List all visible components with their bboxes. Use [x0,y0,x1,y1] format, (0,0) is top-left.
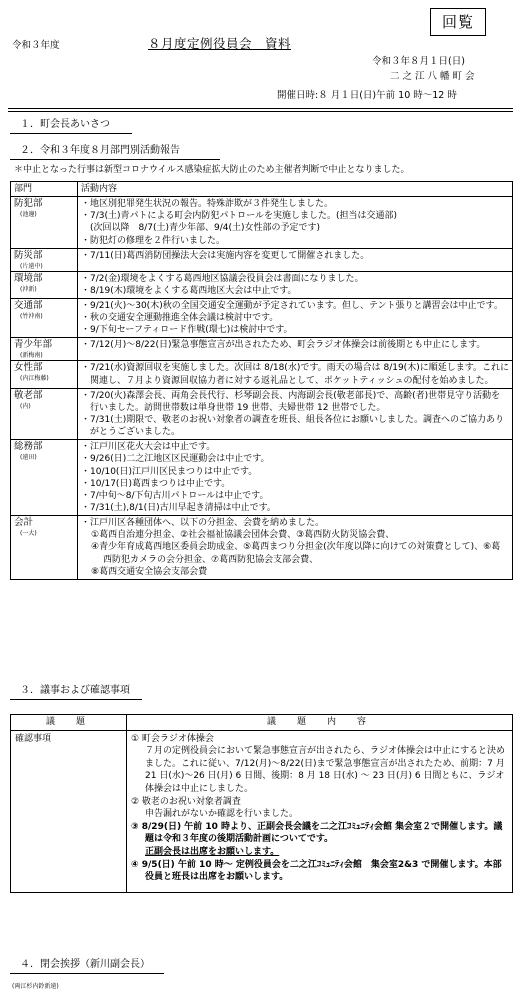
dept-name: 防犯部 [14,198,43,210]
table-header-row [11,715,513,731]
dept-name: 環境部 [14,272,43,284]
activity-line: ・7/31(土),8/1(日)古川早起き清掃は中止です。 [81,502,276,513]
table-row [11,388,513,440]
activity-line: ・9/21(火)～30(木)秋の全国交通安全運動が予定されています。但し、テント張りと講習会は中止です。 [81,300,503,311]
document-date: 令和３年８月１日(日) [372,56,465,67]
section-2-heading: ２．令和３年度８月部門別活動報告 [20,145,180,156]
table-row [11,730,513,892]
dept-members: (片遠中) [20,262,43,270]
section-4-underline [10,973,164,974]
agenda-item-2: ② 敬老のお祝い対象者調査 [131,796,241,807]
agenda-item-3-attendance: 正副会長は出席をお願いします。 [145,846,280,857]
activity-line: ・7/2(金)環境をよくする葛西地区協議会役員会は書面になりました。 [81,273,364,284]
dept-members: (遠田) [20,454,37,462]
activity-line: ・7/11(日)葛西消防団操法大会は実施内容を変更して開催されました。 [81,250,370,261]
dept-name: 総務部 [14,441,43,453]
activity-line: ・江戸川区各種団体へ、以下の分担金、会費を納めました。 [81,518,325,529]
table-row [11,197,513,249]
activity-line: ・9/26(日)二之江地区区民運動会は中止です。 [81,454,270,465]
dept-name: 防災部 [14,249,43,261]
dept-name: 敬老部 [14,389,43,401]
dept-members: (一大) [20,529,37,537]
agenda-item-1: ① 町会ラジオ体操会 [131,733,214,744]
table-header-row [11,182,513,197]
section-3-underline [10,699,142,700]
table-row [11,516,513,580]
activity-line: ・10/17(日)葛西まつりは中止です。 [81,478,231,489]
dept-name: 会計 [14,517,34,529]
header-topic: 議 題 [11,715,127,731]
circulation-stamp: 回覧 [430,8,486,36]
activity-line: ・秋の交通安全運動推進全体会議は検討中です。 [81,313,279,324]
cancellation-note: ＊中止となった行事は新型コロナウイルス感染症拡大防止のため主催者判断で中止となりました。 [14,165,410,175]
section-4-heading: ４．閉会挨拶（新川副会長） [20,959,150,970]
activity-line: ・7/20(火)森澤会長、両角会長代行、杉琴副会長、内海副会長(敬老部長)で、高齢(者)世帯見守り活動を行いました。訪問世帯数は単身世帯 19 世帯、夫婦世帯 12 世帯でした。 [81,390,501,413]
meeting-datetime: 開催日時:８ 月１日(日)午前 10 時～12 時 [277,90,457,101]
section-2-underline [10,159,220,160]
dept-name: 女性部 [14,362,43,374]
agenda-item-1-body: ７月の定例役員会において緊急事態宣言が出されたら、ラジオ体操会は中止にすると決めました。これに従い、7/12(月)～8/22(日)まで緊急事態宣言が出されたため、前期：7 月 21 日(水)～26 日(月) 6 日間、後期：8 月 18 日(水) ～ 23 日(月) 6 日間ともに、ラジオ体操会は中止にしました。 [145,746,506,794]
table-row [11,338,513,361]
table-row [11,298,513,337]
activity-line: ④青少年育成葛西地区委員会助成金、⑤葛西まつり分担金(次年度以降に向けての対策費として)、⑥葛西防犯カメラの会分担金、⑦葛西防犯協会支部会費、 [91,542,501,565]
activity-line: ・7/3(土)青パトによる町会内防犯パトロールを実施しました。(担当は交通部) [81,211,397,222]
header-topic-content: 議 題 内 容 [127,715,513,731]
section-1-heading: １．町会長あいさつ [20,119,110,130]
fiscal-year: 令和３年度 [12,40,60,51]
dept-members: (竹沖南) [20,312,43,320]
agenda-label: 確認事項 [11,730,127,892]
activity-line: ・10/10(日)江戸川区民まつりは中止です。 [81,466,258,477]
activity-line: ・地区別犯罪発生状況の報告。特殊詐欺が３件発生しました。 [81,199,334,210]
activity-line: ・8/19(木)環境をよくする葛西地区大会は中止です。 [81,285,297,296]
dept-members: (池邊) [20,210,37,218]
dept-name: 青少年部 [14,339,53,351]
activity-line: (次回以降 8/7(土)青少年部、9/4(土)女性部の予定です) [81,223,321,234]
dept-members: (新梅南) [20,352,43,360]
activity-line: ①葛西自治連分担金、②社会福祉協議会団体会費、③葛西防火防災協会費、 [91,530,395,541]
dept-members: (沖新) [20,285,37,293]
activity-report-table [10,181,513,580]
agenda-item-3: ③ 8/29(日) 午前 10 時より、正副会長会議を二之江ｺﾐｭﾆﾃｨ会館 集会室２で開催します。議題は令和３年度の後期活動計画についてです。 [131,821,503,845]
activity-line: ⑧葛西交通安全協会支部会費 [91,566,208,577]
document-title: ８月度定例役員会 資料 [148,36,292,51]
dept-members: (内江梅藤) [20,375,49,383]
section-3-heading: ３．議事および確認事項 [20,685,130,696]
table-row [11,440,513,516]
agenda-item-4: ④ 9/5(日) 午前 10 時～ 定例役員会を二之江ｺﾐｭﾆﾃｨ会館 集会室2&3 で開催します。本部役員と班長は出席をお願いします。 [131,859,502,883]
header-divider [8,108,513,112]
dept-name: 交通部 [14,299,43,311]
agenda-table [10,714,513,893]
header-content: 活動内容 [78,182,513,197]
activity-line: ・防犯灯の修理を２件行いました。 [81,235,226,246]
activity-line: ・江戸川区花火大会は中止です。 [81,442,216,453]
header-dept: 部門 [11,182,78,197]
activity-line: ・7/中旬～8/下旬古川パトロールは中止です。 [81,490,269,501]
table-row [11,271,513,298]
activity-line: ・7/31(土)期限で、敬老のお祝い対象者の調査を班長、組長各位にお願いしました。調査へのご協力ありがとうございました。 [81,414,505,438]
table-row [11,361,513,388]
activity-line: ・7/12(月)～8/22(日)緊急事態宣言が出されたため、町会ラジオ体操会は前後期とも中止にします。 [81,340,486,351]
footer-initials: (両江杉内鈴新遠) [12,983,59,990]
organization-name: 二之江八幡町会 [390,71,478,82]
table-row [11,248,513,271]
dept-members: (内) [20,402,31,410]
activity-line: ・7/21(水)資源回収を実施しました。次回は 8/18(水)です。雨天の場合は 8/19(木)に順延します。これに関連し、７月より資源回収協力者に対する返礼品として、ポケットティッシュの配付を始めました。 [81,363,509,386]
section-1-underline [10,133,132,134]
agenda-item-2-body: 申告漏れがないか確認を行いました。 [145,809,299,820]
activity-line: ・9/下旬セーフティロード作戦(環七)は検討中です。 [81,325,293,336]
